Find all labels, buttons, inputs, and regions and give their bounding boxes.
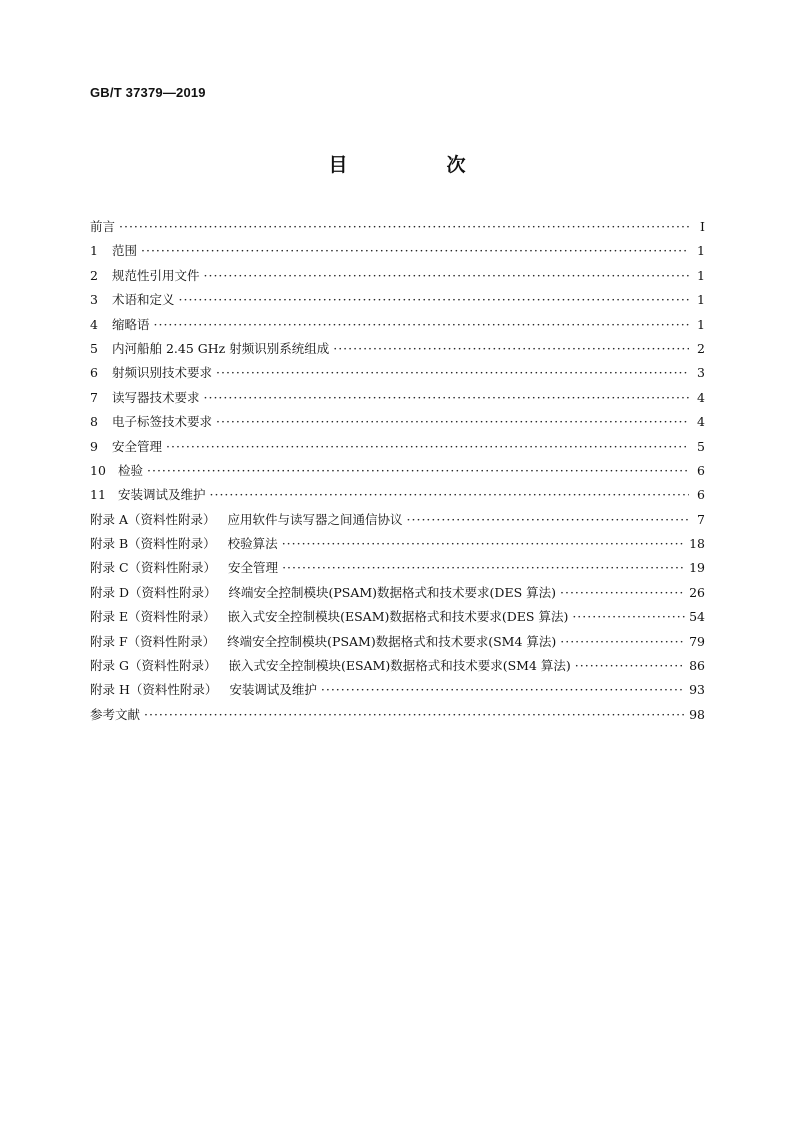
toc-entry-text: 参考文献: [90, 706, 141, 722]
toc-entry-text: 嵌入式安全控制模块(ESAM)数据格式和技术要求(SM4 算法): [228, 658, 571, 674]
toc-annex-label: 附录 D（资料性附录）: [90, 584, 217, 600]
toc-page-number: 79: [689, 633, 705, 649]
toc-entry-number: 10: [90, 462, 106, 478]
toc-annex-label: 附录 G（资料性附录）: [90, 658, 217, 674]
toc-entry-text: 电子标签技术要求: [112, 414, 213, 430]
toc-leader-dots: [216, 361, 689, 385]
toc-entry-text: 读写器技术要求: [112, 389, 200, 405]
toc-leader-dots: [282, 556, 685, 580]
toc-page-number: 2: [697, 340, 705, 356]
toc-entry-annex-f[interactable]: [90, 630, 705, 654]
toc-entry-text: 前言: [90, 219, 116, 234]
toc-entry-text: 应用软件与读写器之间通信协议: [227, 511, 403, 527]
toc-leader-dots: [210, 483, 689, 507]
toc-page-number: 1: [697, 267, 705, 283]
toc-leader-dots: [560, 630, 685, 654]
toc-entry-bibliography[interactable]: [90, 703, 705, 727]
toc-entry-text: 安全管理: [112, 438, 163, 454]
toc-leader-dots: [119, 215, 689, 239]
toc-leader-dots: [282, 532, 685, 556]
toc-page-number: 1: [697, 292, 705, 308]
toc-entry-number: 6: [90, 365, 98, 381]
toc-entry-6[interactable]: [90, 361, 705, 385]
toc-annex-label: 附录 B（资料性附录）: [90, 536, 216, 552]
toc-entry-4[interactable]: [90, 313, 705, 337]
toc-page-number: 54: [689, 609, 705, 625]
toc-leader-dots: [147, 459, 689, 483]
toc-entry-text: 检验: [118, 462, 144, 478]
toc-entry-text: 安装调试及维护: [118, 487, 206, 503]
toc-page-number: 1: [697, 316, 705, 332]
toc-page-number: Ⅰ: [700, 219, 705, 234]
toc-entry-text: 终端安全控制模块(PSAM)数据格式和技术要求(DES 算法): [228, 584, 556, 600]
toc-leader-dots: [204, 264, 689, 288]
toc-entry-number: 7: [90, 389, 98, 405]
toc-page-number: 4: [697, 389, 705, 405]
toc-entry-text: 规范性引用文件: [112, 267, 200, 283]
toc-page-number: 6: [697, 462, 705, 478]
toc-leader-dots: [575, 654, 685, 678]
toc-page-number: 86: [689, 658, 705, 674]
toc-entry-number: 2: [90, 267, 98, 283]
toc-leader-dots: [407, 508, 689, 532]
toc-entry-5[interactable]: [90, 337, 705, 361]
toc-entry-text: 安装调试及维护: [229, 682, 317, 698]
toc-entry-7[interactable]: [90, 386, 705, 410]
toc-entry-number: 3: [90, 292, 98, 308]
toc-entry-foreword[interactable]: [90, 215, 705, 239]
toc-annex-label: 附录 E（资料性附录）: [90, 609, 216, 625]
toc-entry-annex-a[interactable]: [90, 508, 705, 532]
toc-entry-number: 4: [90, 316, 98, 332]
toc-entry-1[interactable]: [90, 239, 705, 263]
toc-entry-11[interactable]: [90, 483, 705, 507]
toc-leader-dots: [154, 313, 689, 337]
toc-entry-text: 范围: [112, 243, 138, 259]
toc-leader-dots: [179, 288, 689, 312]
toc-page-number: 98: [689, 706, 705, 722]
toc-leader-dots: [333, 337, 689, 361]
toc-entry-text: 安全管理: [228, 560, 279, 576]
toc-entry-text: 校验算法: [227, 536, 278, 552]
toc-entry-8[interactable]: [90, 410, 705, 434]
toc-entry-3[interactable]: [90, 288, 705, 312]
toc-page-number: 4: [697, 414, 705, 430]
page-title: 目 次: [328, 154, 506, 176]
toc-leader-dots: [204, 386, 689, 410]
toc-page-number: 26: [689, 584, 705, 600]
toc-leader-dots: [144, 703, 685, 727]
toc-entry-number: 1: [90, 243, 98, 259]
toc-entry-annex-b[interactable]: [90, 532, 705, 556]
toc-annex-label: 附录 A（资料性附录）: [90, 511, 216, 527]
toc-leader-dots: [141, 239, 689, 263]
toc-entry-text: 终端安全控制模块(PSAM)数据格式和技术要求(SM4 算法): [227, 633, 557, 649]
toc-leader-dots: [560, 581, 685, 605]
toc-entry-number: 11: [90, 487, 106, 503]
toc-entry-annex-h[interactable]: [90, 678, 705, 702]
toc-page-number: 3: [697, 365, 705, 381]
toc-entry-2[interactable]: [90, 264, 705, 288]
toc-page-number: 18: [689, 536, 705, 552]
toc-leader-dots: [572, 605, 685, 629]
toc-leader-dots: [216, 410, 689, 434]
toc-entry-number: 9: [90, 438, 98, 454]
toc-entry-text: 缩略语: [112, 316, 150, 332]
toc-entry-annex-c[interactable]: [90, 556, 705, 580]
toc-entry-9[interactable]: [90, 435, 705, 459]
toc-entry-text: 射频识别技术要求: [112, 365, 213, 381]
toc-entry-text: 嵌入式安全控制模块(ESAM)数据格式和技术要求(DES 算法): [227, 609, 569, 625]
toc-page-number: 5: [697, 438, 705, 454]
table-of-contents: [90, 215, 705, 727]
toc-page-number: 93: [689, 682, 705, 698]
toc-annex-label: 附录 C（资料性附录）: [90, 560, 217, 576]
toc-entry-10[interactable]: [90, 459, 705, 483]
toc-entry-text: 术语和定义: [112, 292, 175, 308]
toc-annex-label: 附录 H（资料性附录）: [90, 682, 218, 698]
standard-code: GB/T 37379—2019: [90, 85, 206, 100]
toc-page-number: 19: [689, 560, 705, 576]
toc-entry-annex-g[interactable]: [90, 654, 705, 678]
toc-leader-dots: [321, 678, 685, 702]
toc-leader-dots: [166, 435, 689, 459]
toc-entry-text: 内河船舶 2.45 GHz 射频识别系统组成: [112, 340, 330, 356]
toc-entry-number: 5: [90, 340, 98, 356]
toc-entry-number: 8: [90, 414, 98, 430]
toc-page-number: 6: [697, 487, 705, 503]
toc-entry-annex-e[interactable]: [90, 605, 705, 629]
toc-entry-annex-d[interactable]: [90, 581, 705, 605]
toc-annex-label: 附录 F（资料性附录）: [90, 633, 216, 649]
toc-page-number: 1: [697, 243, 705, 259]
toc-page-number: 7: [697, 511, 705, 527]
